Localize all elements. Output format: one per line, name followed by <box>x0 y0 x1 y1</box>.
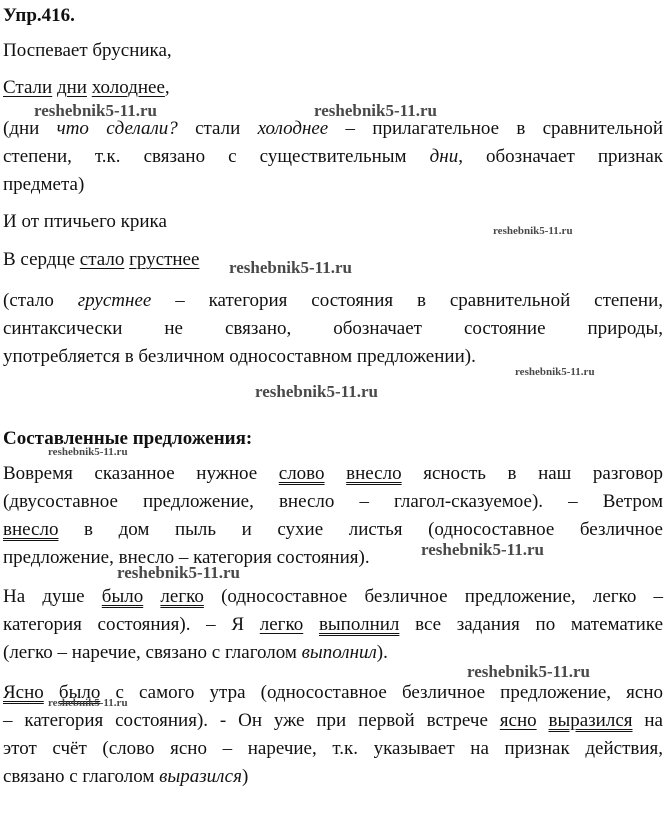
watermark-text: reshebnik5-11.ru <box>255 382 378 401</box>
p3-line-4: связано с глаголом выразился) <box>3 766 249 787</box>
p1-line-3: внесло в дом пыль и сухие листья (односоставное безличное <box>3 519 663 540</box>
note1-line-3: предмета) <box>3 174 85 195</box>
note1-line-1: (дни что сделали? стали холоднее – прилагательное в сравнительной <box>3 118 663 139</box>
p3-line-3: этот счёт (слово ясно – наречие, т.к. указывает на признак действия, <box>3 738 663 759</box>
watermark-text: reshebnik5-11.ru <box>515 366 595 378</box>
watermark-text: reshebnik5-11.ru <box>34 101 157 120</box>
subject-word: Стали <box>3 77 53 98</box>
exercise-heading: Упр.416. <box>3 5 75 26</box>
watermark-text: reshebnik5-11.ru <box>314 101 437 120</box>
poem-line-3: И от птичьего крика <box>3 211 167 232</box>
watermark-text: reshebnik5-11.ru <box>48 697 128 709</box>
p2-line-1: На душе было легко (односоставное безличное предложение, легко – <box>3 586 664 607</box>
adjective-word: холоднее <box>91 77 165 98</box>
p2-line-2: категория состояния). – Я легко выполнил все задания по математике <box>3 614 663 635</box>
watermark-text: reshebnik5-11.ru <box>493 225 573 237</box>
p1-line-1: Вовремя сказанное нужное слово внесло ясность в наш разговор <box>3 463 664 484</box>
poem-line-4: В сердце стало грустнее <box>3 249 200 270</box>
p1-line-4: предложение, внесло – категория состояния). <box>3 547 370 568</box>
note2-line-3: употребляется в безличном односоставном предложении). <box>3 346 476 367</box>
watermark-text: reshebnik5-11.ru <box>229 258 352 277</box>
p3-line-2: – категория состояния). - Он уже при первой встрече ясно выразился на <box>3 710 663 731</box>
watermark-text: reshebnik5-11.ru <box>117 563 240 582</box>
poem-line-1: Поспевает брусника, <box>3 40 172 61</box>
watermark-text: reshebnik5-11.ru <box>467 662 590 681</box>
note1-line-2: степени, т.к. связано с существительным дни, обозначает признак <box>3 146 663 167</box>
p1-line-2: (двусоставное предложение, внесло – глагол-сказуемое). – Ветром <box>3 491 663 512</box>
note2-line-2: синтаксически не связано, обозначает состояние природы, <box>3 318 663 339</box>
predicate-word: дни <box>56 77 87 98</box>
watermark-text: reshebnik5-11.ru <box>421 540 544 559</box>
watermark-text: reshebnik5-11.ru <box>48 446 128 458</box>
p2-line-3: (легко – наречие, связано с глаголом выполнил). <box>3 642 388 663</box>
poem-line-2: Стали дни холоднее, <box>3 77 170 98</box>
section-title: Составленные предложения: <box>3 428 253 449</box>
note2-line-1: (стало грустнее – категория состояния в сравнительной степени, <box>3 290 663 311</box>
p3-line-1: Ясно было с самого утра (односоставное безличное предложение, ясно <box>3 682 663 703</box>
